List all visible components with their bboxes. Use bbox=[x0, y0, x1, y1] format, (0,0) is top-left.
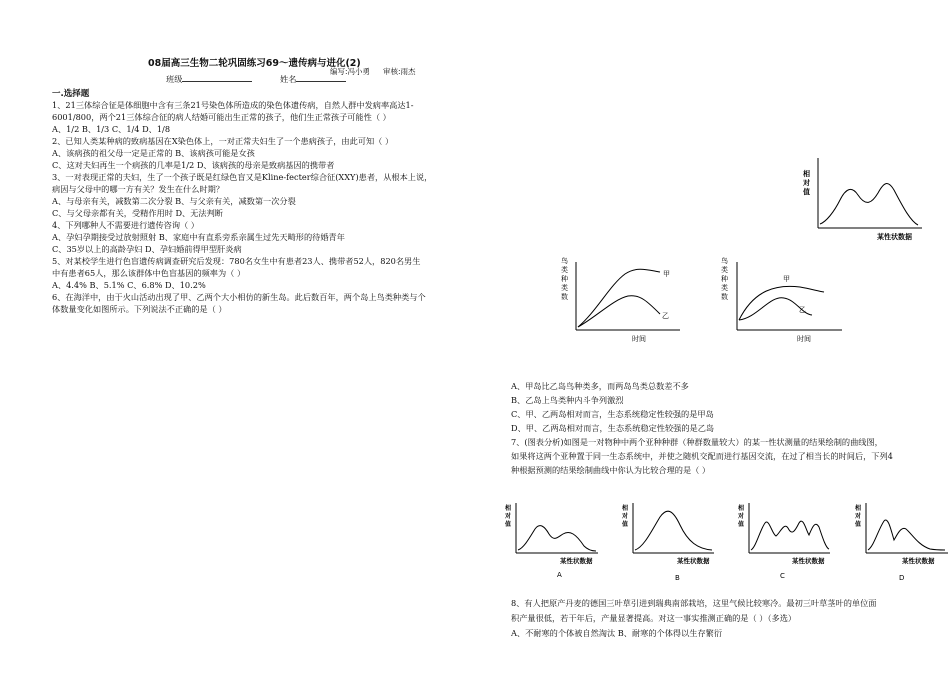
section-title: 一.选择题 bbox=[52, 89, 90, 99]
y-axis-label-char: 对 bbox=[738, 513, 745, 520]
y-axis-label-char: 值 bbox=[505, 521, 512, 528]
trait-curve bbox=[820, 184, 918, 225]
y-axis-label-char: 类 bbox=[561, 284, 568, 292]
option-d-graph bbox=[866, 503, 948, 553]
trait-curve-figure bbox=[818, 158, 922, 228]
text-line: A、1/2 B、1/3 C、1/4 D、1/8 bbox=[52, 124, 171, 134]
y-axis-label-char: 类 bbox=[721, 284, 728, 292]
x-axis-label: 某性状数据 bbox=[677, 557, 710, 565]
text-line: 6、在海洋中，由于火山活动出现了甲、乙两个大小相仿的新生岛。此后数百年，两个岛上鸟类种类与个 bbox=[52, 292, 426, 302]
text-line: 1、21三体综合征是体细胞中含有三条21号染色体所造成的染色体遗传病，自然人群中发病率高达1- bbox=[52, 100, 414, 110]
series-label-yi: 乙 bbox=[662, 312, 669, 320]
text-line: C、甲、乙两岛相对而言，生态系统稳定性较强的是甲岛 bbox=[511, 409, 714, 419]
text-line: 5、对某校学生进行色盲遗传病调查研究后发现：780名女生中有患者23人、携带者52人，820名男生 bbox=[52, 256, 421, 266]
curve-a bbox=[518, 526, 596, 551]
series-yi-curve bbox=[578, 296, 660, 327]
series-label-yi: 乙 bbox=[799, 306, 806, 314]
text-line: A、与母亲有关，减数第二次分裂 B、与父亲有关，减数第一次分裂 bbox=[52, 196, 296, 206]
series-label-jia: 甲 bbox=[663, 270, 670, 278]
compiler-credit: 编写:冯小勇 bbox=[330, 67, 371, 76]
option-b-graph bbox=[633, 503, 714, 553]
curve-d bbox=[868, 520, 945, 550]
text-line: A、不耐寒的个体被自然淘汰 B、耐寒的个体得以生存繁衍 bbox=[511, 628, 723, 638]
text-line: 3、一对表现正常的夫妇，生了一个孩子既是红绿色盲又是Kline-fecter综合征(XXY)患者，从根本上说， bbox=[52, 172, 433, 182]
y-axis-label-char: 值 bbox=[855, 521, 862, 528]
reviewer-credit: 审核:雨杰 bbox=[383, 67, 416, 76]
option-label-c: C bbox=[780, 572, 785, 580]
y-axis-label-char: 类 bbox=[561, 266, 568, 274]
bird-species-figure-2 bbox=[737, 262, 842, 330]
text-line: 2、已知人类某种病的致病基因在X染色体上，一对正常夫妇生了一个患病孩子，由此可知（ ） bbox=[52, 136, 394, 146]
option-a-graph bbox=[516, 503, 598, 553]
y-axis-label-char: 对 bbox=[803, 179, 810, 187]
text-line: 如果将这两个亚种置于同一生态系统中，并使之随机交配而进行基因交流，在过了相当长的时间后，下列4 bbox=[511, 451, 893, 461]
curve-b bbox=[635, 511, 712, 550]
y-axis-label-char: 种 bbox=[721, 275, 728, 283]
y-axis-label-char: 数 bbox=[721, 293, 728, 301]
y-axis-label-char: 对 bbox=[855, 513, 862, 520]
text-line: 中有患者65人，那么该群体中色盲基因的频率为（ ） bbox=[52, 268, 246, 278]
y-axis-label-char: 种 bbox=[561, 275, 568, 283]
x-axis-label: 某性状数据 bbox=[560, 557, 593, 565]
name-label: 姓名 bbox=[280, 74, 297, 84]
text-line: A、该病孩的祖父母一定是正常的 B、该病孩可能是女孩 bbox=[52, 148, 255, 158]
text-line: 6001/800，两个21三体综合征的病人结婚可能出生正常的孩子，他们生正常孩子可能性（ ） bbox=[52, 112, 391, 122]
y-axis-label-char: 相 bbox=[622, 505, 629, 512]
curve-c bbox=[751, 521, 829, 550]
y-axis-label-char: 值 bbox=[803, 188, 810, 196]
text-line: 4、下列哪种人不需要进行遗传咨询（ ） bbox=[52, 220, 199, 230]
text-line: 积产量很低，若干年后，产量显著提高。对这一事实推测正确的是（ ）（多选） bbox=[511, 613, 797, 623]
x-axis-label: 某性状数据 bbox=[877, 233, 912, 241]
y-axis-label-char: 对 bbox=[505, 513, 512, 520]
y-axis-label-char: 相 bbox=[855, 505, 862, 512]
option-label-b: B bbox=[675, 574, 680, 582]
x-axis-label: 某性状数据 bbox=[792, 557, 825, 565]
text-line: 体数量变化如图所示。下列说法不正确的是（ ） bbox=[52, 304, 227, 314]
text-line: B、乙岛上鸟类种内斗争列激烈 bbox=[511, 395, 624, 405]
text-line: A、甲岛比乙岛鸟种类多，而两岛鸟类总数差不多 bbox=[511, 381, 689, 391]
x-axis-label: 时间 bbox=[632, 335, 646, 343]
y-axis-label-char: 数 bbox=[561, 293, 568, 301]
y-axis-label-char: 类 bbox=[721, 266, 728, 274]
series-jia-curve bbox=[578, 269, 660, 327]
y-axis-label-char: 值 bbox=[738, 521, 745, 528]
text-line: 7、(图表分析)如图是一对物种中两个亚种种群（种群数量较大）的某一性状测量的结果绘制的曲线图， bbox=[511, 437, 883, 447]
text-line: 种根据预测的结果绘制曲线中你认为比较合理的是（ ） bbox=[511, 465, 711, 475]
y-axis-label-char: 相 bbox=[738, 505, 745, 512]
option-c-graph bbox=[749, 503, 830, 553]
option-label-d: D bbox=[899, 574, 905, 582]
page-title: 08届高三生物二轮巩固练习69～遗传病与进化(2) bbox=[148, 58, 361, 69]
text-line: 8、有人把原产丹麦的德国三叶草引进到瑞典南部栽培，这里气候比较寒冷。最初三叶草茎叶的单位面 bbox=[511, 598, 877, 608]
y-axis-label-char: 值 bbox=[622, 521, 629, 528]
text-line: C、这对夫妇再生一个病孩的几率是1/2 D、该病孩的母亲是致病基因的携带者 bbox=[52, 160, 335, 170]
text-line: 病因与父母中的哪一方有关？发生在什么时期？ bbox=[52, 184, 224, 194]
text-line: A、孕妇孕期接受过放射照射 B、家庭中有直系旁系亲属生过先天畸形的待婚青年 bbox=[52, 232, 345, 242]
text-line: C、与父母亲都有关，受精作用时 D、无法判断 bbox=[52, 208, 223, 218]
y-axis-label-char: 相 bbox=[803, 170, 810, 178]
y-axis-label-char: 鸟 bbox=[721, 257, 728, 265]
class-label: 班级 bbox=[166, 74, 183, 84]
text-line: C、35岁以上的高龄孕妇 D、孕妇婚前得甲型肝炎病 bbox=[52, 244, 242, 254]
y-axis-label-char: 鸟 bbox=[561, 257, 568, 265]
y-axis-label-char: 相 bbox=[505, 505, 512, 512]
option-label-a: A bbox=[557, 571, 562, 579]
text-line: A、4.4% B、5.1% C、6.8% D、10.2% bbox=[52, 280, 206, 290]
series-label-jia: 甲 bbox=[783, 275, 790, 283]
x-axis-label: 某性状数据 bbox=[902, 557, 935, 565]
text-line: D、甲、乙两岛相对而言，生态系统稳定性较强的是乙岛 bbox=[511, 423, 715, 433]
x-axis-label: 时间 bbox=[797, 335, 811, 343]
y-axis-label-char: 对 bbox=[622, 513, 629, 520]
